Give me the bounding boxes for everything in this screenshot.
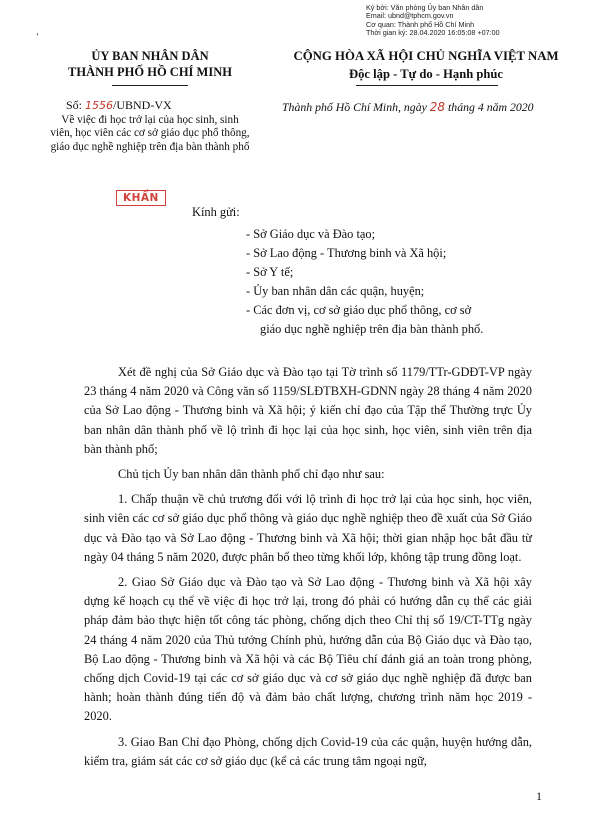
urgent-stamp: KHẨN (116, 190, 166, 206)
recipients-heading: Kính gửi: (192, 205, 240, 219)
body-paragraph: 3. Giao Ban Chỉ đạo Phòng, chống dịch Covid-19 của các quận, huyện hướng dẫn, kiểm tra, giám sát các cơ sở giáo dục (kể cả các trung tâm ngoại ngữ, (84, 734, 532, 768)
doc-number-handwritten: 1556 (85, 99, 114, 112)
date-suffix: tháng 4 năm 2020 (445, 100, 534, 114)
recipient-item: - Các đơn vị, cơ sở giáo dục phổ thông, cơ sở (246, 303, 472, 317)
document-subject: Về việc đi học trở lại của học sinh, sinh viên, học viên các cơ sở giáo dục phổ thông, giáo dục nghề nghiệp trên địa bàn thành phố (50, 114, 250, 153)
national-motto: Độc lập - Tự do - Hạnh phúc (349, 67, 503, 81)
agency-line-2: THÀNH PHỐ HỒ CHÍ MINH (68, 65, 232, 79)
motto-underline (356, 85, 498, 86)
signature-signed-by: Ký bởi: Văn phòng Ủy ban Nhân dân (366, 3, 484, 12)
date-line (282, 100, 534, 115)
recipient-item-continuation: giáo dục nghề nghiệp trên địa bàn thành phố. (260, 322, 484, 336)
body-paragraph: 1. Chấp thuận về chủ trương đối với lộ trình đi học trở lại của học sinh, học viên, sinh viên các cơ sở giáo dục phổ thông và giáo dục nghề nghiệp theo đề xuất của Sở Giáo dục và Đào tạo và Sở Lao động - Thương binh và Xã hội; thời gian nhập học bắt đầu từ ngày 04 tháng 5 năm 2020, được phân bổ theo từng khối lớp, không tập trung đồng loạt. (84, 492, 532, 564)
recipient-item: - Sở Giáo dục và Đào tạo; (246, 227, 376, 241)
recipients-list (246, 225, 483, 339)
agency-underline (112, 85, 188, 86)
signature-agency: Cơ quan: Thành phố Hồ Chí Minh (366, 19, 475, 29)
agency-line-1: ỦY BAN NHÂN DÂN (91, 49, 209, 63)
page-number: 1 (536, 789, 542, 803)
date-day-handwritten: 28 (429, 100, 446, 114)
digital-signature-block (366, 4, 500, 38)
signature-email: Email: ubnd@tphcm.gov.vn (366, 11, 454, 21)
document-body (84, 363, 532, 777)
doc-number-prefix: Số: (66, 98, 86, 112)
margin-mark: ' (36, 32, 39, 43)
body-paragraph: 2. Giao Sở Giáo dục và Đào tạo và Sở Lao động - Thương binh và Xã hội xây dựng kế hoạch cụ thể về việc đi học trở lại, trong đó phải có hướng dẫn cụ thể các giải pháp đảm bảo thực hiện tốt công tác phòng, chống dịch theo Chỉ thị số 19/CT-TTg ngày 24 tháng 4 năm 2020 của Thủ tướng Chính phủ, hướng dẫn của Bộ Giáo dục và Đào tạo, Bộ Lao động - Thương binh và Xã hội và các Bộ Tiêu chí đánh giá an toàn trong phòng, chống dịch Covid-19 tại các cơ sở giáo dục và cơ sở giáo dục nghề nghiệp đã được ban hành; hoàn thành đúng tiến độ và đảm bảo chất lượng, chương trình năm học 2019 - 2020. (84, 575, 532, 724)
doc-number-suffix: /UBND-VX (113, 98, 172, 112)
date-prefix: Thành phố Hồ Chí Minh, ngày (282, 100, 430, 114)
signature-time: Thời gian ký: 28.04.2020 16:05:08 +07:00 (366, 28, 500, 38)
issuing-agency (50, 48, 250, 80)
body-paragraph: Chủ tịch Ủy ban nhân dân thành phố chỉ đạo như sau: (118, 467, 385, 482)
recipient-item: - Sở Y tế; (246, 265, 294, 279)
recipient-item: - Ủy ban nhân dân các quận, huyện; (246, 284, 425, 298)
recipient-item: - Sở Lao động - Thương binh và Xã hội; (246, 246, 447, 260)
document-number (66, 98, 172, 113)
national-title: CỘNG HÒA XÃ HỘI CHỦ NGHĨA VIỆT NAM (293, 49, 559, 63)
body-paragraph: Xét đề nghị của Sở Giáo dục và Đào tạo tại Tờ trình số 1179/TTr-GDĐT-VP ngày 23 tháng 4 năm 2020 và Công văn số 1159/SLĐTBXH-GDNN ngày 28 tháng 4 năm 2020 của Sở Lao động - Thương binh và Xã hội; ý kiến chỉ đạo của Tập thể Thường trực Ủy ban nhân dân thành phố về lộ trình đi học lại của học sinh, học viên, sinh viên trên địa bàn thành phố; (84, 365, 532, 456)
